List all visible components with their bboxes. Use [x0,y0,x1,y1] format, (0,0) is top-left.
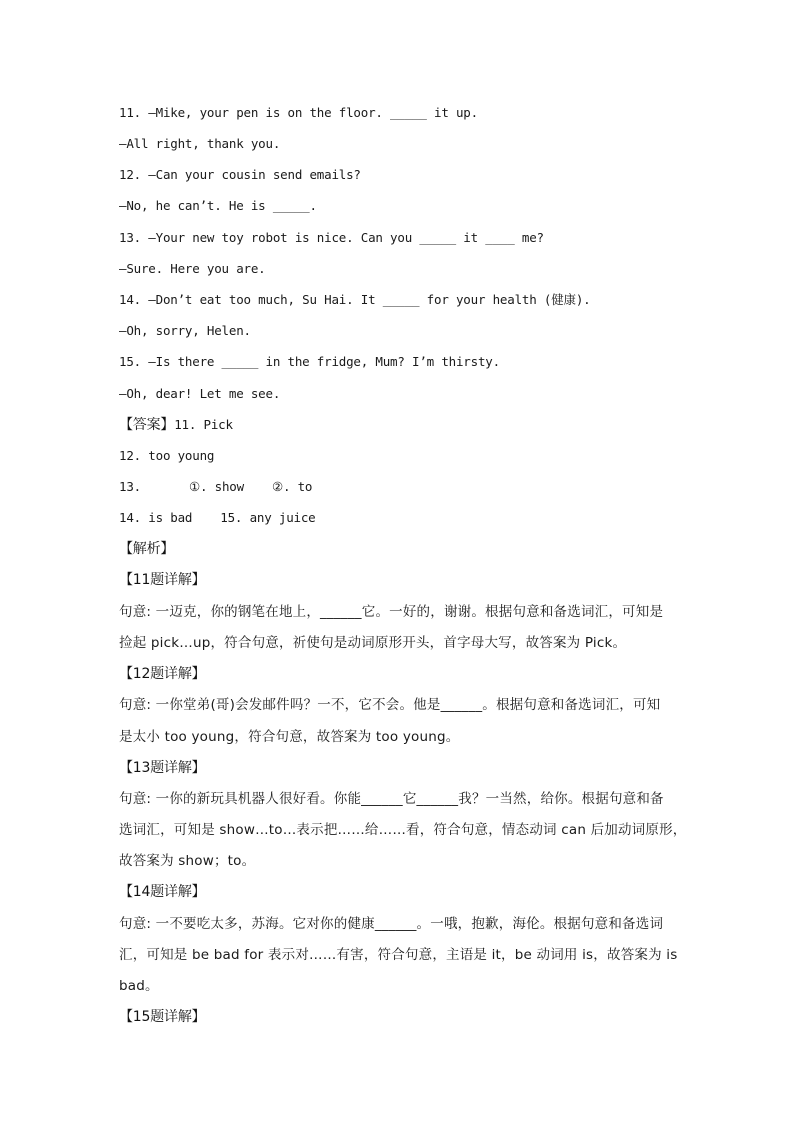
answer-14: 14. is bad [119,510,193,525]
answer-label: 【答案】 [119,417,175,433]
answer-15: 15. any juice [220,510,316,525]
question-11-prompt: 11. —Mike, your pen is on the floor. _____ it up. [119,105,478,120]
question-13-prompt: 13. —Your new toy robot is nice. Can you _____ it ____ me? [119,230,544,245]
detail-14-heading: 【14题详解】 [119,884,206,900]
detail-12-line-2: 是太小 too young，符合句意，故答案为 too young。 [119,729,460,745]
detail-13-heading: 【13题详解】 [119,760,206,776]
analysis-label: 【解析】 [119,541,175,557]
answer-12: 12. too young [119,448,215,463]
answer-11: 11. Pick [174,417,233,432]
question-14-reply: —Oh, sorry, Helen. [119,323,251,338]
detail-14-line-3: bad。 [119,978,159,994]
question-12-prompt: 12. —Can your cousin send emails? [119,167,361,182]
detail-11-line-2: 捡起 pick…up，符合句意，祈使句是动词原形开头，首字母大写，故答案为 Pick。 [119,635,627,651]
detail-13-line-2: 选词汇，可知是 show…to…表示把……给……看，符合句意，情态动词 can 后加动词原形， [119,822,687,838]
answer-row-14-15 [119,510,316,526]
answer-row-13 [119,479,312,495]
detail-13-line-3: 故答案为 show；to。 [119,853,256,869]
answer-13-part-2: ②. to [271,479,313,494]
detail-12-line-1: 句意: 一你堂弟(哥)会发邮件吗？一不，它不会。他是______。根据句意和备选词汇，可知 [119,697,661,713]
question-13-reply: —Sure. Here you are. [119,261,266,276]
question-11-reply: —All right, thank you. [119,136,281,151]
detail-11-heading: 【11题详解】 [119,572,206,588]
detail-13-line-1: 句意: 一你的新玩具机器人很好看。你能______它______我？一当然，给你。根据句意和备 [119,791,664,807]
detail-11-line-1: 句意: 一迈克，你的钢笔在地上，______它。一好的，谢谢。根据句意和备选词汇，可知是 [119,604,664,620]
question-14-prompt: 14. —Don’t eat too much, Su Hai. It _____ for your health (健康). [119,292,591,307]
question-15-prompt: 15. —Is there _____ in the fridge, Mum? I’m thirsty. [119,354,500,369]
question-12-reply: —No, he can’t. He is _____. [119,198,317,213]
detail-14-line-1: 句意: 一不要吃太多，苏海。它对你的健康______。一哦，抱歉，海伦。根据句意和备选词 [119,916,664,932]
detail-15-heading: 【15题详解】 [119,1009,206,1025]
answer-row-1 [119,417,233,433]
detail-12-heading: 【12题详解】 [119,666,206,682]
answer-13-number: 13. [119,479,141,494]
question-15-reply: —Oh, dear! Let me see. [119,386,281,401]
detail-14-line-2: 汇，可知是 be bad for 表示对……有害，符合句意，主语是 it，be 动词用 is，故答案为 is [119,947,678,963]
answer-13-part-1: ①. show [188,479,244,494]
